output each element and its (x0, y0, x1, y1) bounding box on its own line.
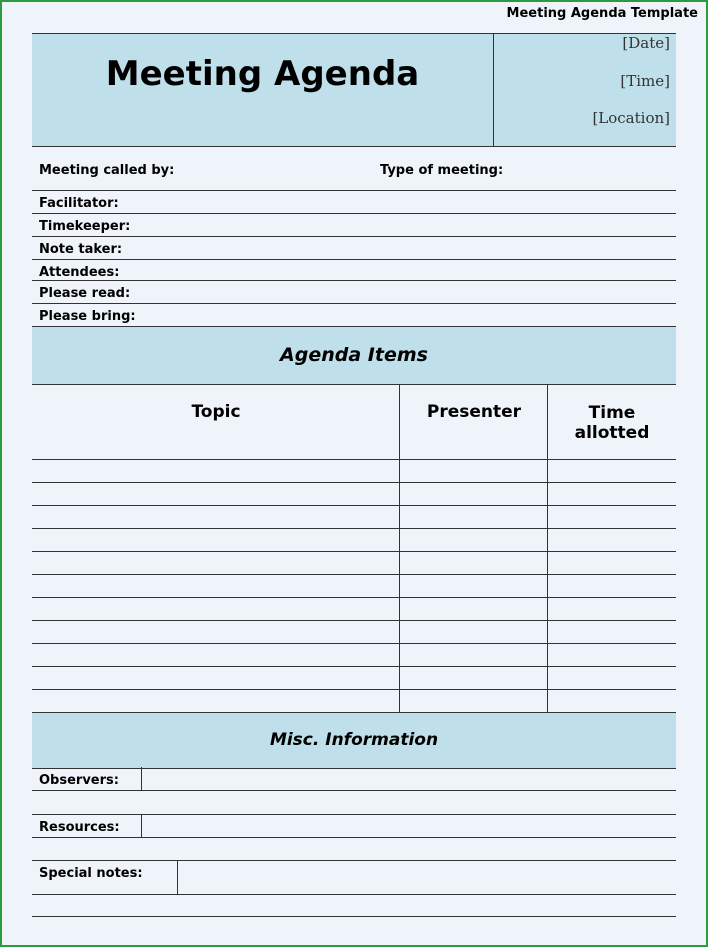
presenter-cell[interactable] (401, 483, 547, 505)
divider-line (32, 916, 676, 917)
topic-cell[interactable] (33, 506, 399, 528)
time-allotted-cell[interactable] (549, 621, 676, 643)
topic-cell[interactable] (33, 644, 399, 666)
topic-cell[interactable] (33, 598, 399, 620)
presenter-cell[interactable] (401, 667, 547, 689)
divider-line (32, 280, 676, 281)
field-divider (141, 814, 142, 837)
observers-field[interactable] (143, 768, 675, 790)
location-field[interactable]: [Location] (592, 109, 670, 127)
topic-cell[interactable] (33, 667, 399, 689)
topic-cell[interactable] (33, 621, 399, 643)
divider-line (32, 303, 676, 304)
divider-line (32, 236, 676, 237)
observers-label: Observers: (39, 773, 119, 788)
time-allotted-cell[interactable] (549, 552, 676, 574)
page-title: Meeting Agenda (105, 54, 420, 94)
presenter-cell[interactable] (401, 690, 547, 712)
time-allotted-column-header: Time allotted (574, 403, 650, 443)
time-allotted-cell[interactable] (549, 598, 676, 620)
topic-cell[interactable] (33, 460, 399, 482)
meeting-type-label: Type of meeting: (380, 163, 504, 178)
called-by-label: Meeting called by: (39, 163, 175, 178)
topic-cell[interactable] (33, 483, 399, 505)
topic-cell[interactable] (33, 575, 399, 597)
presenter-cell[interactable] (401, 621, 547, 643)
timekeeper-label: Timekeeper: (39, 219, 131, 234)
topic-cell[interactable] (33, 690, 399, 712)
time-allotted-cell[interactable] (549, 506, 676, 528)
resources-field[interactable] (143, 815, 675, 837)
corner-title: Meeting Agenda Template (506, 6, 698, 21)
presenter-cell[interactable] (401, 460, 547, 482)
divider-line (32, 837, 676, 838)
presenter-column-header: Presenter (426, 402, 522, 422)
divider-line (32, 259, 676, 260)
topic-cell[interactable] (33, 529, 399, 551)
please-read-label: Please read: (39, 286, 131, 301)
presenter-cell[interactable] (401, 529, 547, 551)
attendees-label: Attendees: (39, 265, 120, 280)
topic-cell[interactable] (33, 552, 399, 574)
time-allotted-cell[interactable] (549, 460, 676, 482)
presenter-cell[interactable] (401, 552, 547, 574)
divider-line (32, 790, 676, 791)
special-notes-field[interactable] (179, 861, 675, 894)
agenda-items-heading: Agenda Items (32, 326, 676, 385)
divider-line (32, 894, 676, 895)
presenter-cell[interactable] (401, 506, 547, 528)
time-allotted-cell[interactable] (549, 483, 676, 505)
time-allotted-cell[interactable] (549, 575, 676, 597)
presenter-cell[interactable] (401, 575, 547, 597)
divider-line (32, 190, 676, 191)
date-field[interactable]: [Date] (622, 34, 670, 52)
field-divider (177, 860, 178, 894)
presenter-cell[interactable] (401, 644, 547, 666)
column-divider (399, 385, 400, 713)
time-allotted-cell[interactable] (549, 529, 676, 551)
header-block (32, 33, 676, 147)
topic-column-header: Topic (191, 402, 241, 422)
field-divider (141, 767, 142, 790)
header-divider (493, 34, 494, 146)
note-taker-label: Note taker: (39, 242, 123, 257)
presenter-cell[interactable] (401, 598, 547, 620)
please-bring-label: Please bring: (39, 309, 136, 324)
special-notes-label: Special notes: (39, 866, 143, 881)
time-allotted-cell[interactable] (549, 667, 676, 689)
facilitator-label: Facilitator: (39, 196, 119, 211)
resources-label: Resources: (39, 820, 120, 835)
time-allotted-cell[interactable] (549, 644, 676, 666)
misc-information-heading: Misc. Information (32, 712, 676, 769)
time-field[interactable]: [Time] (620, 72, 670, 90)
divider-line (32, 213, 676, 214)
time-allotted-cell[interactable] (549, 690, 676, 712)
column-divider (547, 385, 548, 713)
